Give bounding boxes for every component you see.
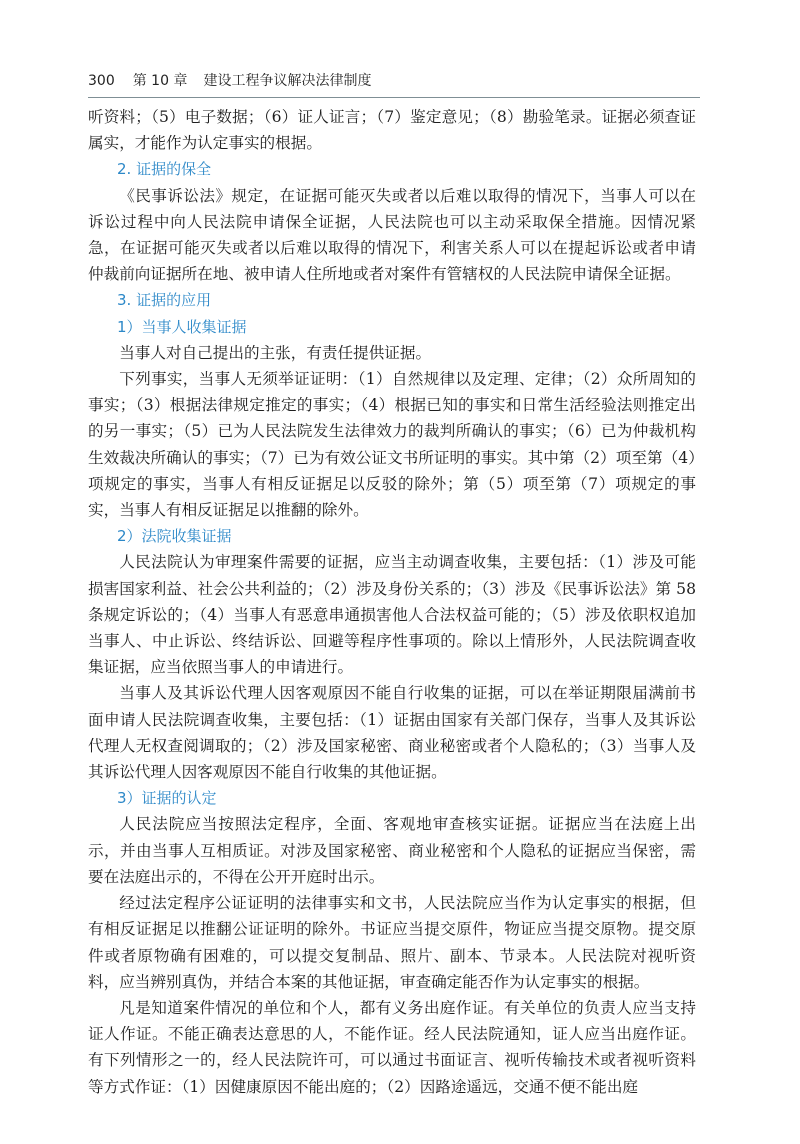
paragraph-intro: 听资料；（5）电子数据；（6）证人证言；（7）鉴定意见；（8）勘验笔录。证据必须查证属实，才能作为认定事实的根据。 <box>88 108 696 153</box>
running-header <box>88 70 708 96</box>
chapter-number: 第 10 章 <box>132 73 188 89</box>
paragraph-court-initiative: 人民法院认为审理案件需要的证据，应当主动调查收集，主要包括：（1）涉及可能损害国家利益、社会公共利益的；（2）涉及身份关系的；（3）涉及《民事诉讼法》第 58 条规定诉讼的；（4）当事人有恶意串通损害他人合法权益可能的；（5）涉及依职权追加当事人、中止诉讼、终结诉讼、回避等程序性事项的。除以上情形外，人民法院调查收集证据，应当依照当事人的申请进行。 <box>88 553 696 677</box>
paragraph-recognition-review: 人民法院应当按照法定程序，全面、客观地审查核实证据。证据应当在法庭上出示，并由当事人互相质证。对涉及国家秘密、商业秘密和个人隐私的证据应当保密，需要在法庭出示的，不得在公开开庭时出示。 <box>88 815 696 886</box>
page-number: 300 <box>88 73 115 89</box>
body-text <box>88 104 696 1100</box>
paragraph-recognition-notarized: 经过法定程序公证证明的法律事实和文书，人民法院应当作为认定事实的根据，但有相反证据足以推翻公证证明的除外。书证应当提交原件，物证应当提交原物。提交原件或者原物确有困难的，可以提交复制品、照片、副本、节录本。人民法院对视听资料，应当辨别真伪，并结合本案的其他证据，审查确定能否作为认定事实的根据。 <box>88 894 696 991</box>
header-rule <box>88 97 700 98</box>
paragraph-court-application: 当事人及其诉讼代理人因客观原因不能自行收集的证据，可以在举证期限届满前书面申请人民法院调查收集，主要包括：（1）证据由国家有关部门保存，当事人及其诉讼代理人无权查阅调取的；（2）涉及国家秘密、商业秘密或者个人隐私的；（3）当事人及其诉讼代理人因客观原因不能自行收集的其他证据。 <box>88 684 696 782</box>
paragraph-party-exemptions: 下列事实，当事人无须举证证明：（1）自然规律以及定理、定律；（2）众所周知的事实；（3）根据法律规定推定的事实；（4）根据已知的事实和日常生活经验法则推定出的另一事实；（5）已为人民法院发生法律效力的裁判所确认的事实；（6）已为仲裁机构生效裁决所确认的事实；（7）已为有效公证文书所证明的事实。其中第（2）项至第（4）项规定的事实，当事人有相反证据足以反驳的除外；第（5）项至第（7）项规定的事实，当事人有相反证据足以推翻的除外。 <box>88 370 696 520</box>
chapter-title: 建设工程争议解决法律制度 <box>203 73 372 89</box>
subsection-heading-recognition: 3）证据的认定 <box>117 789 217 808</box>
section-heading-preservation: 2. 证据的保全 <box>117 160 212 179</box>
subsection-heading-party-collect: 1）当事人收集证据 <box>117 317 247 336</box>
paragraph-party-burden: 当事人对自己提出的主张，有责任提供证据。 <box>119 343 432 362</box>
subsection-heading-court-collect: 2）法院收集证据 <box>117 527 232 546</box>
paragraph-recognition-witness: 凡是知道案件情况的单位和个人，都有义务出庭作证。有关单位的负责人应当支持证人作证。不能正确表达意思的人，不能作证。经人民法院通知，证人应当出庭作证。有下列情形之一的，经人民法院许可，可以通过书面证言、视听传输技术或者视听资料等方式作证：（1）因健康原因不能出庭的；（2）因路途遥远，交通不便不能出庭 <box>88 998 696 1096</box>
section-heading-application: 3. 证据的应用 <box>117 291 212 310</box>
paragraph-preservation: 《民事诉讼法》规定，在证据可能灭失或者以后难以取得的情况下，当事人可以在诉讼过程中向人民法院申请保全证据，人民法院也可以主动采取保全措施。因情况紧急，在证据可能灭失或者以后难以取得的情况下，利害关系人可以在提起诉讼或者申请仲裁前向证据所在地、被申请人住所地或者对案件有管辖权的人民法院申请保全证据。 <box>88 186 696 284</box>
